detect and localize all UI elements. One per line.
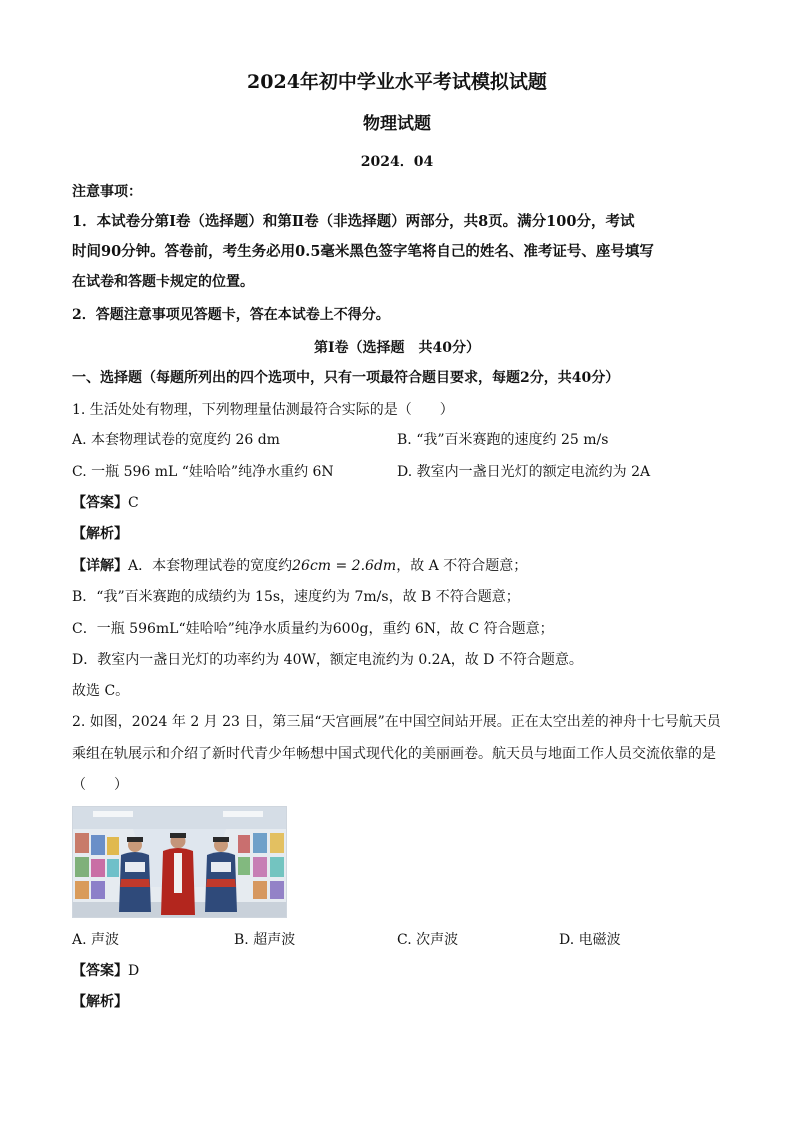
notes-item-1-line-3: 在试卷和答题卡规定的位置。 bbox=[72, 274, 254, 290]
notes-item-1-line-1: 1．本试卷分第Ⅰ卷（选择题）和第Ⅱ卷（非选择题）两部分，共8页。满分100分，考试 bbox=[72, 213, 635, 230]
q1-option-c: C. 一瓶 596 mL “娃哈哈”纯净水重约 6N bbox=[72, 464, 334, 480]
exam-date: 2024．04 bbox=[360, 154, 434, 170]
exam-title: 2024年初中学业水平考试模拟试题 bbox=[247, 71, 547, 93]
q2-answer-value: D bbox=[128, 963, 140, 979]
space-station-photo bbox=[72, 806, 287, 918]
q2-stem-line-1: 2. 如图，2024 年 2 月 23 日，第三届“天宫画展”在中国空间站开展。正在太空出差的神舟十七号航天员 bbox=[72, 714, 721, 730]
section-title: 第Ⅰ卷（选择题 共40分） bbox=[313, 340, 481, 356]
q1-analysis-label: 【解析】 bbox=[72, 526, 128, 542]
q1-detail-a bbox=[72, 556, 527, 576]
q1-option-b: B. “我”百米赛跑的速度约 25 m/s bbox=[397, 432, 609, 448]
notes-item-1-line-2: 时间90分钟。答卷前，考生务必用0.5毫米黑色签字笔将自己的姓名、准考证号、座号填写 bbox=[72, 243, 654, 260]
notes-item-2: 2．答题注意事项见答题卡，答在本试卷上不得分。 bbox=[72, 307, 390, 323]
q2-stem-line-2: 乘组在轨展示和介绍了新时代青少年畅想中国式现代化的美丽画卷。航天员与地面工作人员交流依靠的是 bbox=[72, 746, 716, 762]
q1-answer-label: 【答案】 bbox=[72, 495, 128, 511]
q2-option-d: D. 电磁波 bbox=[559, 932, 621, 948]
q1-conclusion: 故选 C。 bbox=[72, 683, 130, 699]
q1-detail-label: 【详解】 bbox=[72, 558, 128, 574]
q2-option-a: A. 声波 bbox=[72, 932, 120, 948]
q2-analysis-label: 【解析】 bbox=[72, 994, 128, 1010]
q1-detail-a-math: 26cm = 2.6dm bbox=[292, 558, 397, 574]
q2-stem-line-3: （ ） bbox=[72, 777, 128, 793]
q1-option-d: D. 教室内一盏日光灯的额定电流约为 2A bbox=[397, 464, 651, 480]
q1-detail-a-pre: A．本套物理试卷的宽度约 bbox=[128, 558, 293, 574]
q1-option-a: A. 本套物理试卷的宽度约 26 dm bbox=[72, 432, 280, 448]
part-heading: 一、选择题（每题所列出的四个选项中，只有一项最符合题目要求，每题2分，共40分） bbox=[72, 370, 620, 386]
q2-answer-label: 【答案】 bbox=[72, 963, 128, 979]
q1-detail-b: B．“我”百米赛跑的成绩约为 15s，速度约为 7m/s，故 B 不符合题意； bbox=[72, 589, 520, 605]
q2-answer bbox=[72, 961, 139, 981]
q1-answer bbox=[72, 493, 139, 513]
q1-detail-a-post: ，故 A 不符合题意； bbox=[396, 558, 528, 574]
q2-option-c: C. 次声波 bbox=[397, 932, 459, 948]
q1-detail-c: C．一瓶 596mL“娃哈哈”纯净水质量约为600g，重约 6N，故 C 符合题意； bbox=[72, 621, 554, 637]
subject-title: 物理试题 bbox=[363, 114, 431, 134]
notes-heading: 注意事项： bbox=[72, 184, 142, 200]
q2-option-b: B. 超声波 bbox=[234, 932, 296, 948]
q1-answer-value: C bbox=[128, 495, 139, 511]
q1-stem: 1. 生活处处有物理，下列物理量估测最符合实际的是（ ） bbox=[72, 402, 454, 418]
q1-detail-d: D．教室内一盏日光灯的功率约为 40W，额定电流约为 0.2A，故 D 不符合题意。 bbox=[72, 652, 583, 668]
